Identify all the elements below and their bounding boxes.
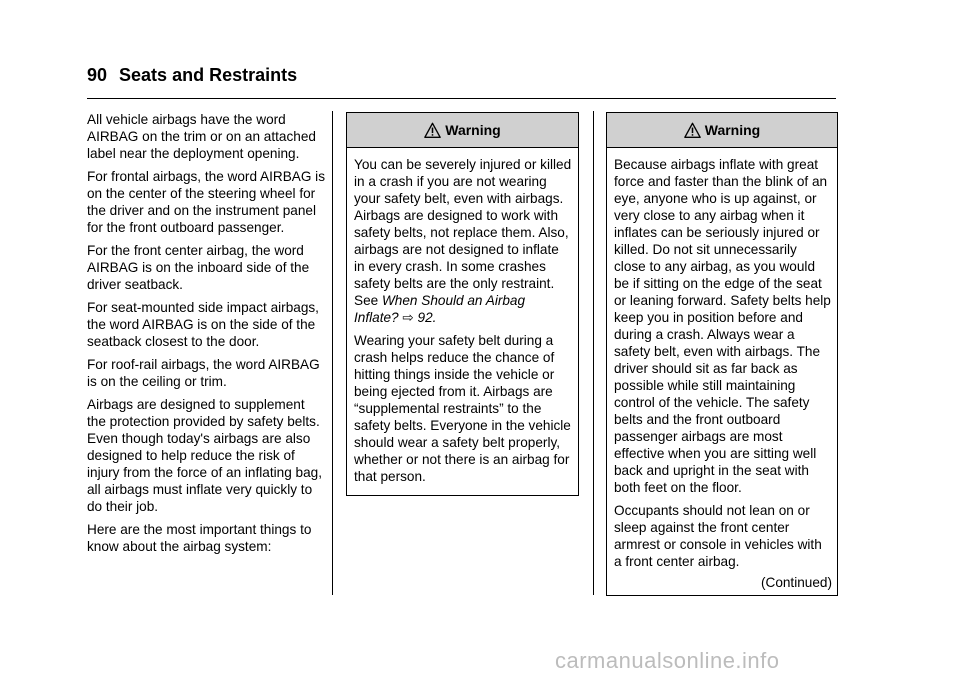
warning-header [347, 113, 578, 148]
paragraph: Here are the most important things to know about the airbag system: [87, 522, 312, 554]
paragraph: All vehicle airbags have the word AIRBAG on the trim or on an attached label near the deployment opening. [87, 112, 316, 161]
cross-reference-page[interactable]: 92. [417, 310, 437, 325]
warning-title: Warning [445, 122, 501, 138]
continued-label: (Continued) [760, 575, 832, 590]
warning-triangle-icon [424, 122, 441, 139]
column-divider [593, 111, 594, 595]
paragraph: For seat-mounted side impact airbags, the word AIRBAG is on the side of the seatback closest to the door. [87, 300, 319, 349]
header-rule [87, 98, 836, 99]
page-reference-arrow-icon: ⇨ [402, 310, 414, 325]
page-header [87, 64, 873, 86]
warning-paragraph [354, 156, 573, 326]
warning-title: Warning [704, 122, 761, 138]
watermark: carmanualsonline.info [555, 648, 780, 673]
paragraph: For frontal airbags, the word AIRBAG is on the center of the steering wheel for the driver and on the instrument panel for the front outboard passenger. [87, 169, 325, 235]
warning-body [347, 148, 578, 485]
warning-header [607, 113, 837, 148]
warning-box-airbag-distance [606, 112, 838, 596]
warning-paragraph: Occupants should not lean on or sleep against the front center armrest or console in vehicles with a front center airbag. [614, 503, 822, 569]
warning-box-seatbelt [346, 112, 579, 496]
page-heading [87, 64, 873, 86]
warning-body [607, 148, 837, 591]
paragraph: Airbags are designed to supplement the protection provided by safety belts. Even though today's airbags are also designed to help reduce the risk of injury from the force of an inflating bag, all airbags must inflate very quickly to do their job. [87, 397, 322, 514]
warning-triangle-icon [684, 122, 701, 139]
warning-paragraph: Because airbags inflate with great force and faster than the blink of an eye, anyone who is up against, or very close to any airbag when it inflates can be seriously injured or killed. Do not sit unnecessarily close to any airbag, as you would be if sitting on the edge of the seat or leaning forward. Safety belts help keep you in position before and during a crash. Always wear a safety belt, even with airbags. The driver should sit as far back as possible while still maintaining control of the vehicle. The safety belts and the front outboard passenger airbags are most effective when you are sitting well back and upright in the seat with both feet on the floor. [614, 157, 831, 495]
body-column-left [87, 111, 327, 561]
paragraph: For roof-rail airbags, the word AIRBAG is on the ceiling or trim. [87, 357, 320, 389]
section-title: Seats and Restraints [119, 65, 298, 85]
page-number: 90 [87, 65, 108, 85]
cross-reference-title[interactable]: When Should an Airbag Inflate? [354, 293, 526, 325]
warning-paragraph: Wearing your safety belt during a crash helps reduce the chance of hitting things inside the vehicle or being ejected from it. Airbags are “supplemental restraints” to the safety belts. Everyone in the vehicle should wear a safety belt properly, whether or not there is an airbag for that person. [354, 333, 571, 484]
warning-text: You can be severely injured or killed in a crash if you are not wearing your safety belt, even with airbags. Airbags are designed to work with safety belts, not replace them. Also, airbags are not designed to inflate in every crash. In some crashes safety belts are the only restraint. See [354, 157, 572, 308]
paragraph: For the front center airbag, the word AIRBAG is on the inboard side of the driver seatback. [87, 243, 310, 292]
column-divider [332, 111, 333, 595]
